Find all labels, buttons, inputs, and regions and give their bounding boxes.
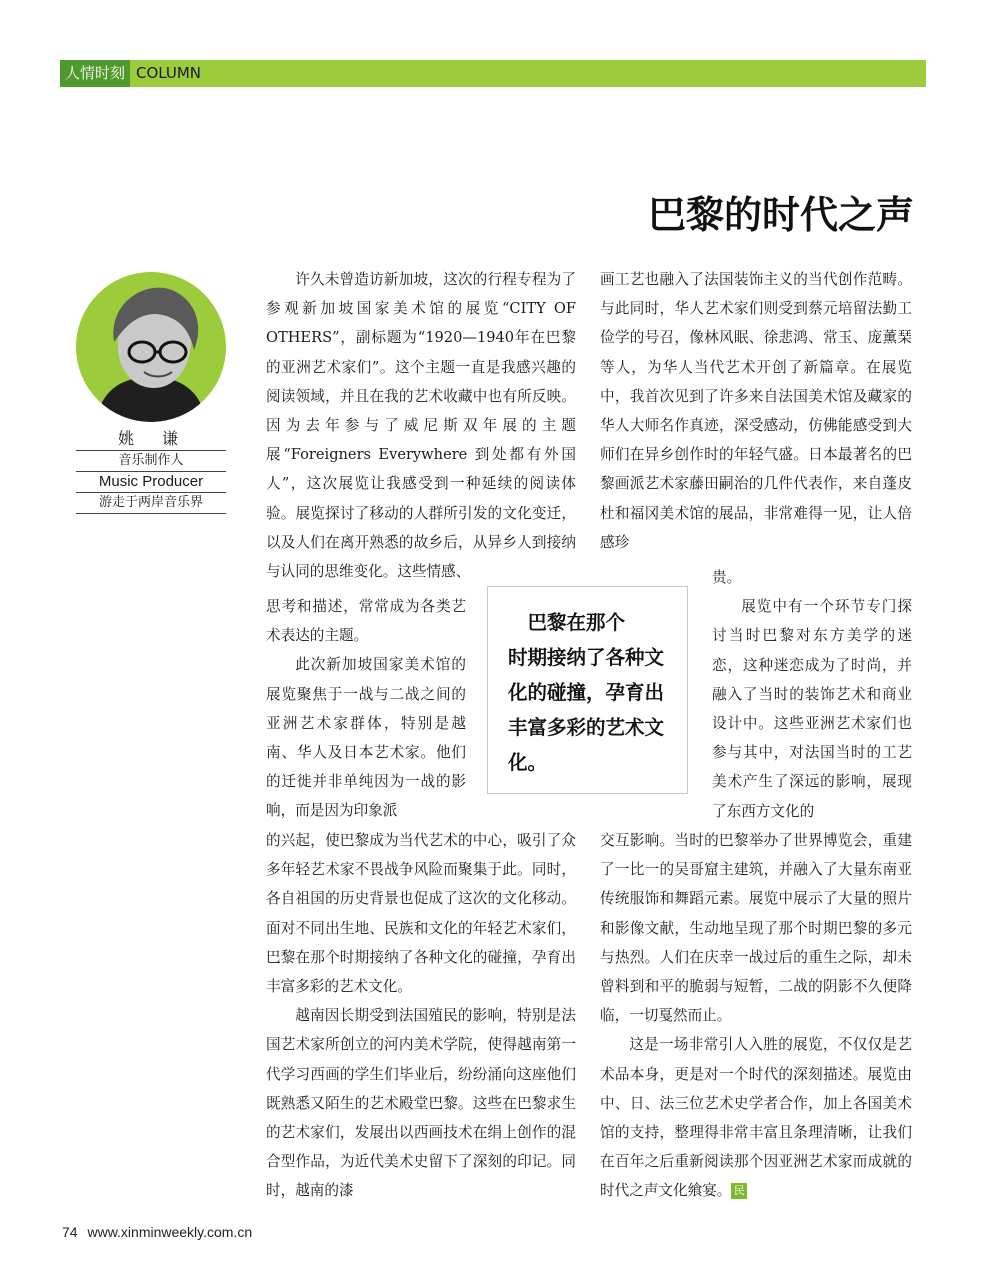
paragraph: 越南因长期受到法国殖民的影响，特别是法国艺术家所创立的河内美术学院，使得越南第一代学习西画的学生们毕业后，纷纷涌向这座他们既熟悉又陌生的艺术殿堂巴黎。这些在巴黎求生的艺术家们，发展出以西画技术在绢上创作的混合型作品，为近代美术史留下了深刻的印记。同时，越南的漆 [266,1007,576,1200]
end-mark-icon: 民 [731,1183,747,1199]
right-column-narrow [712,563,912,826]
column-label: COLUMN [136,64,202,82]
page-footer [62,1224,252,1240]
paragraph: 展览中有一个环节专门探讨当时巴黎对东方美学的迷恋，这种迷恋成为了时尚，并融入了当时的装饰艺术和商业设计中。这些亚洲艺术家们也参与其中，对法国当时的工艺美术产生了深远的影响，展现了东西方文化的 [712,598,912,820]
pull-quote-line1: 巴黎在那个 [527,611,626,634]
paragraph-last [600,1030,912,1205]
author-avatar [76,272,226,422]
column-header-bar [60,60,926,87]
author-role: 音乐制作人 [76,451,226,472]
left-column-narrow [266,592,466,826]
author-title-en: Music Producer [76,472,226,493]
paragraph-text: 这是一场非常引人入胜的展览，不仅仅是艺术品本身，更是对一个时代的深刻描述。展览由中、日、法三位艺术史学者合作，加上各国美术馆的支持，整理得非常丰富且条理清晰，让我们在百年之后重新阅读那个因亚洲艺术家而成就的时代之声文化飨宴。 [600,1036,912,1200]
article-title: 巴黎的时代之声 [647,193,914,237]
right-column-bottom [600,826,912,1206]
author-name: 姚 谦 [76,428,226,451]
paragraph: 此次新加坡国家美术馆的展览聚焦于一战与二战之间的亚洲艺术家群体，特别是越南、华人及日本艺术家。他们的迁徙并非单纯因为一战的影响，而是因为印象派 [266,656,466,820]
paragraph: 交互影响。当时的巴黎举办了世界博览会，重建了一比一的吴哥窟主建筑，并融入了大量东南亚传统服饰和舞蹈元素。展览中展示了大量的照片和影像文献，生动地呈现了那个时期巴黎的多元与热烈。人们在庆幸一战过后的重生之际，却未曾料到和平的脆弱与短暂，二战的阴影不久便降临，一切戛然而止。 [600,832,912,1025]
right-column-top [600,265,912,557]
author-desc: 游走于两岸音乐界 [76,493,226,514]
paragraph: 画工艺也融入了法国装饰主义的当代创作范畴。与此同时，华人艺术家们则受到蔡元培留法勤工俭学的号召，像林风眠、徐悲鸿、常玉、庞薰琹等人，为华人当代艺术开创了新篇章。在展览中，我首次见到了许多来自法国美术馆及藏家的华人大师名作真迹，深受感动，仿佛能感受到大师们在异乡创作时的年轻气盛。日本最著名的巴黎画派艺术家藤田嗣治的几件代表作，来自蓬皮杜和福冈美术馆的展品，非常难得一见，让人倍感珍 [600,271,912,551]
paragraph: 贵。 [712,569,742,586]
page-number: 74 [62,1224,78,1240]
pull-quote-rest: 时期接纳了各种文化的碰撞，孕育出丰富多彩的艺术文化。 [508,646,665,774]
paragraph: 思考和描述，常常成为各类艺术表达的主题。 [266,598,466,645]
left-column-bottom [266,826,576,1206]
pull-quote [487,586,688,794]
left-column-top [266,265,576,586]
author-info [76,428,226,514]
paragraph: 的兴起，使巴黎成为当代艺术的中心，吸引了众多年轻艺术家不畏战争风险而聚集于此。同时，各自祖国的历史背景也促成了这次的文化移动。面对不同出生地、民族和文化的年轻艺术家们，巴黎在那个时期接纳了各种文化的碰撞，孕育出丰富多彩的艺术文化。 [266,832,576,996]
section-label: 人情时刻 [60,60,130,87]
site-url: www.xinminweekly.com.cn [87,1224,253,1240]
paragraph: 许久未曾造访新加坡，这次的行程专程为了参观新加坡国家美术馆的展览“CITY OF OTHERS”，副标题为“1920—1940年在巴黎的亚洲艺术家们”。这个主题一直是我感兴趣的阅读领域，并且在我的艺术收藏中也有所反映。因为去年参与了威尼斯双年展的主题展“Foreigners Everywhere 到处都有外国人”，这次展览让我感受到一种延续的阅读体验。展览探讨了移动的人群所引发的文化变迁，以及人们在离开熟悉的故乡后，从异乡人到接纳与认同的思维变化。这些情感、 [266,271,576,581]
